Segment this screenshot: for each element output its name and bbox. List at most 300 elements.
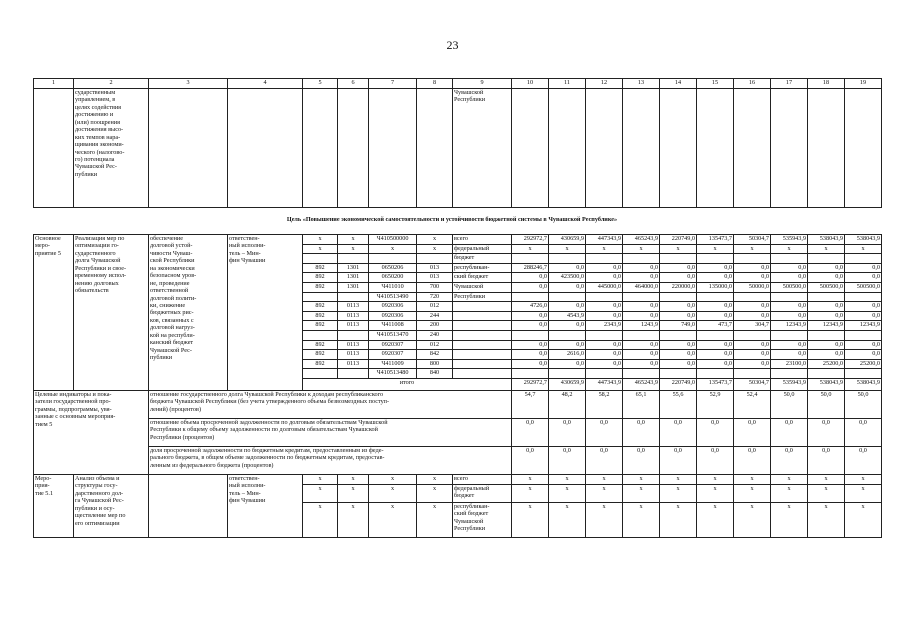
cell-line: го) потенциала bbox=[75, 155, 115, 163]
amount-cell: 4726,0 bbox=[512, 302, 549, 312]
section-code bbox=[338, 254, 369, 264]
total-amount: 538043,9 bbox=[845, 378, 882, 390]
column-number-18: 18 bbox=[808, 79, 845, 89]
grbs-code bbox=[303, 292, 338, 302]
grbs-code: 892 bbox=[303, 340, 338, 350]
amount-cell bbox=[512, 369, 549, 379]
indicator-value: 0,0 bbox=[771, 446, 808, 474]
amount-cell: 500500,0 bbox=[771, 282, 808, 292]
empty-cell bbox=[338, 89, 369, 208]
grbs-code: 892 bbox=[303, 273, 338, 283]
amount-cell: x bbox=[512, 502, 549, 537]
cell-line: целях содействия bbox=[75, 103, 122, 111]
expense-type-code: 012 bbox=[417, 340, 453, 350]
funding-source bbox=[453, 340, 512, 350]
expense-type-code: 720 bbox=[417, 292, 453, 302]
amount-cell: x bbox=[697, 484, 734, 502]
cell-line: занные с основным мероприя- bbox=[35, 413, 116, 421]
cell-line: Республики (процентов) bbox=[150, 433, 215, 441]
empty-cell bbox=[228, 89, 303, 208]
funding-source: Республики bbox=[453, 292, 512, 302]
amount-cell: 0,0 bbox=[771, 263, 808, 273]
amount-cell: 749,0 bbox=[660, 321, 697, 331]
total-amount: 430659,9 bbox=[549, 378, 586, 390]
grbs-code: 892 bbox=[303, 321, 338, 331]
funding-source bbox=[453, 484, 512, 502]
amount-cell: 0,0 bbox=[808, 263, 845, 273]
expense-type-code: x bbox=[417, 235, 453, 245]
amount-cell bbox=[660, 330, 697, 340]
amount-cell: 0,0 bbox=[845, 263, 882, 273]
indicator-value: 0,0 bbox=[845, 418, 882, 446]
amount-cell: x bbox=[549, 244, 586, 254]
cell-line: рального бюджета, в общем объеме задолженности по бюджетным кредитам, предостав- bbox=[150, 454, 385, 462]
funding-source: Чувашской bbox=[453, 282, 512, 292]
amount-cell: 25200,0 bbox=[845, 359, 882, 369]
section-code bbox=[338, 369, 369, 379]
cell-line: публики bbox=[75, 170, 98, 178]
section-code bbox=[338, 330, 369, 340]
funding-source bbox=[453, 321, 512, 331]
cell-line: тием 5 bbox=[35, 420, 53, 428]
indicator-row bbox=[34, 418, 882, 446]
amount-cell: x bbox=[660, 484, 697, 502]
amount-cell: 1243,9 bbox=[623, 321, 660, 331]
cell-line: тель – Мин- bbox=[229, 249, 261, 257]
measure-description bbox=[74, 235, 149, 391]
column-number-7: 7 bbox=[369, 79, 417, 89]
expense-type-code: 200 bbox=[417, 321, 453, 331]
amount-cell: x bbox=[512, 474, 549, 484]
amount-cell: x bbox=[734, 244, 771, 254]
amount-cell bbox=[734, 254, 771, 264]
measure-number bbox=[34, 235, 74, 391]
amount-cell: x bbox=[808, 474, 845, 484]
amount-cell bbox=[660, 254, 697, 264]
total-amount: 292972,7 bbox=[512, 378, 549, 390]
cell-line: бюджетных рис- bbox=[150, 309, 194, 317]
cell-line: Целевые индикаторы и пока- bbox=[35, 390, 112, 398]
indicator-text bbox=[149, 418, 512, 446]
amount-cell bbox=[512, 330, 549, 340]
amount-cell: 0,0 bbox=[623, 359, 660, 369]
grbs-code: x bbox=[303, 502, 338, 537]
target-article-code: Ч411009 bbox=[369, 359, 417, 369]
amount-cell: 0,0 bbox=[623, 302, 660, 312]
amount-cell bbox=[808, 369, 845, 379]
indicator-value: 0,0 bbox=[697, 418, 734, 446]
column-number-13: 13 bbox=[623, 79, 660, 89]
amount-cell: x bbox=[845, 484, 882, 502]
amount-cell: 0,0 bbox=[734, 359, 771, 369]
amount-cell: 0,0 bbox=[586, 359, 623, 369]
indicator-value: 54,7 bbox=[512, 390, 549, 418]
responsible-executor bbox=[228, 235, 303, 391]
amount-cell: 0,0 bbox=[549, 359, 586, 369]
empty-cell bbox=[734, 89, 771, 208]
amount-cell: 0,0 bbox=[734, 273, 771, 283]
amount-cell: 0,0 bbox=[586, 350, 623, 360]
continuation-source bbox=[453, 89, 512, 208]
total-amount: 135473,7 bbox=[697, 378, 734, 390]
amount-cell: 0,0 bbox=[660, 340, 697, 350]
amount-cell: x bbox=[586, 502, 623, 537]
amount-cell: 0,0 bbox=[808, 311, 845, 321]
funding-source: республикан- bbox=[453, 263, 512, 273]
cell-line: безопасном уров- bbox=[150, 272, 197, 280]
cell-line: канский бюджет bbox=[150, 339, 194, 347]
measure-goal bbox=[149, 474, 228, 537]
target-article-code: 0920307 bbox=[369, 350, 417, 360]
amount-cell bbox=[771, 369, 808, 379]
indicator-value: 50,0 bbox=[771, 390, 808, 418]
funding-source bbox=[453, 359, 512, 369]
indicator-value: 0,0 bbox=[586, 446, 623, 474]
column-number-row bbox=[34, 79, 882, 89]
amount-cell: 0,0 bbox=[771, 311, 808, 321]
amount-cell bbox=[586, 330, 623, 340]
cell-line: Анализ объема и bbox=[75, 474, 120, 482]
amount-cell: x bbox=[512, 484, 549, 502]
amount-cell: x bbox=[549, 484, 586, 502]
amount-cell: 292972,7 bbox=[512, 235, 549, 245]
amount-cell: x bbox=[512, 244, 549, 254]
cell-line: долговой нагруз- bbox=[150, 324, 195, 332]
amount-cell bbox=[660, 369, 697, 379]
cell-line: ской Республики bbox=[150, 257, 195, 265]
cell-line: отношение объема просроченной задолженности по долговым обязательствам Чувашской bbox=[150, 418, 388, 426]
indicator-value: 50,0 bbox=[808, 390, 845, 418]
amount-cell: 0,0 bbox=[623, 263, 660, 273]
amount-cell bbox=[697, 330, 734, 340]
empty-cell bbox=[845, 89, 882, 208]
column-number-14: 14 bbox=[660, 79, 697, 89]
expense-type-code: x bbox=[417, 474, 453, 484]
cell-line: структуры госу- bbox=[75, 482, 118, 490]
section-code: x bbox=[338, 484, 369, 502]
target-article-code: 0920307 bbox=[369, 340, 417, 350]
cell-line: Республики bbox=[454, 96, 486, 104]
cell-line: Меро- bbox=[35, 474, 52, 482]
amount-cell: 0,0 bbox=[734, 263, 771, 273]
total-amount: 535943,9 bbox=[771, 378, 808, 390]
column-number-9: 9 bbox=[453, 79, 512, 89]
amount-cell bbox=[734, 369, 771, 379]
amount-cell: 0,0 bbox=[623, 273, 660, 283]
cell-line: его оптимизации bbox=[75, 519, 120, 527]
amount-cell: x bbox=[623, 502, 660, 537]
measure-description bbox=[74, 474, 149, 537]
expense-type-code: 240 bbox=[417, 330, 453, 340]
indicator-value: 0,0 bbox=[549, 418, 586, 446]
amount-cell bbox=[771, 254, 808, 264]
cell-line: бюджет bbox=[454, 492, 475, 500]
amount-cell: 2343,9 bbox=[586, 321, 623, 331]
amount-cell: 473,7 bbox=[697, 321, 734, 331]
cell-line: обязательств bbox=[75, 287, 109, 295]
amount-cell: x bbox=[697, 502, 734, 537]
column-number-2: 2 bbox=[74, 79, 149, 89]
amount-cell: 0,0 bbox=[697, 302, 734, 312]
continuation-row bbox=[34, 89, 882, 208]
amount-cell: x bbox=[623, 474, 660, 484]
amount-cell: 0,0 bbox=[734, 340, 771, 350]
indicator-text bbox=[149, 446, 512, 474]
target-article-code: x bbox=[369, 502, 417, 537]
amount-cell bbox=[549, 369, 586, 379]
amount-cell: x bbox=[734, 484, 771, 502]
cell-line: отношение государственного долга Чувашской Республики к доходам республиканского bbox=[150, 390, 384, 398]
target-article-code: x bbox=[369, 474, 417, 484]
cell-line: га Чувашской Рес- bbox=[75, 497, 124, 505]
amount-cell: 304,7 bbox=[734, 321, 771, 331]
cell-line: долговой полити- bbox=[150, 294, 197, 302]
target-article-code: 0920306 bbox=[369, 311, 417, 321]
funding-source bbox=[453, 350, 512, 360]
cell-line: Чувашской Рес- bbox=[75, 163, 117, 171]
grbs-code: x bbox=[303, 244, 338, 254]
cell-line: достижения высо- bbox=[75, 126, 124, 134]
expense-type-code: 840 bbox=[417, 369, 453, 379]
expense-type-code: 700 bbox=[417, 282, 453, 292]
amount-cell: x bbox=[808, 502, 845, 537]
cell-line: Республики к общему объему задолженности по долговым обязательствам Чувашской bbox=[150, 426, 378, 434]
cell-line: сударственным bbox=[75, 89, 116, 96]
amount-cell: 25200,0 bbox=[808, 359, 845, 369]
cell-line: ный исполни- bbox=[229, 482, 266, 490]
cell-line: временному испол- bbox=[75, 272, 127, 280]
cell-line: меро- bbox=[35, 242, 50, 250]
empty-cell bbox=[149, 89, 228, 208]
amount-cell bbox=[808, 254, 845, 264]
total-amount: 447343,9 bbox=[586, 378, 623, 390]
indicator-value: 55,6 bbox=[660, 390, 697, 418]
amount-cell: 0,0 bbox=[623, 311, 660, 321]
funding-source: федеральный bbox=[453, 244, 512, 254]
amount-cell bbox=[512, 292, 549, 302]
amount-cell: x bbox=[660, 474, 697, 484]
total-amount: 220749,0 bbox=[660, 378, 697, 390]
section-code: 0113 bbox=[338, 302, 369, 312]
continuation-table bbox=[33, 78, 882, 208]
amount-cell: 0,0 bbox=[697, 311, 734, 321]
amount-cell: x bbox=[549, 502, 586, 537]
section-code: 0113 bbox=[338, 340, 369, 350]
section-code: 0113 bbox=[338, 321, 369, 331]
indicator-value: 0,0 bbox=[734, 418, 771, 446]
table-row bbox=[34, 474, 882, 484]
column-number-3: 3 bbox=[149, 79, 228, 89]
section-code: 0113 bbox=[338, 359, 369, 369]
cell-line: Чувашской bbox=[454, 517, 484, 525]
amount-cell: 12343,9 bbox=[845, 321, 882, 331]
indicator-value: 0,0 bbox=[845, 446, 882, 474]
amount-cell bbox=[697, 369, 734, 379]
amount-cell: 0,0 bbox=[697, 340, 734, 350]
cell-line: на экономически bbox=[150, 264, 195, 272]
amount-cell: 0,0 bbox=[549, 340, 586, 350]
cell-line: оптимизации го- bbox=[75, 242, 119, 250]
cell-line: ный исполни- bbox=[229, 242, 266, 250]
grbs-code bbox=[303, 254, 338, 264]
cell-line: всего bbox=[454, 474, 468, 482]
amount-cell: 0,0 bbox=[586, 302, 623, 312]
column-number-6: 6 bbox=[338, 79, 369, 89]
amount-cell: 0,0 bbox=[549, 282, 586, 292]
indicators-label bbox=[34, 390, 149, 474]
amount-cell: x bbox=[549, 474, 586, 484]
cell-line: ки, снижение bbox=[150, 301, 186, 309]
target-article-code: Ч411010 bbox=[369, 282, 417, 292]
funding-source bbox=[453, 474, 512, 484]
cell-line: республикан- bbox=[454, 502, 490, 510]
amount-cell bbox=[771, 330, 808, 340]
amount-cell bbox=[549, 292, 586, 302]
cell-line: ких темпов нара- bbox=[75, 133, 121, 141]
indicator-value: 50,0 bbox=[845, 390, 882, 418]
target-article-code: Ч410513470 bbox=[369, 330, 417, 340]
cell-line: публики bbox=[150, 354, 173, 361]
amount-cell bbox=[549, 254, 586, 264]
amount-cell: x bbox=[771, 484, 808, 502]
funding-source bbox=[453, 302, 512, 312]
responsible-executor bbox=[228, 474, 303, 537]
cell-line: ков, связанных с bbox=[150, 316, 194, 324]
cell-line: ческого (налогово- bbox=[75, 148, 125, 156]
amount-cell: x bbox=[623, 484, 660, 502]
section-code: 1301 bbox=[338, 282, 369, 292]
empty-cell bbox=[303, 89, 338, 208]
amount-cell: x bbox=[845, 244, 882, 254]
cell-line: достижению и bbox=[75, 111, 114, 119]
empty-cell bbox=[512, 89, 549, 208]
empty-cell bbox=[623, 89, 660, 208]
amount-cell: 0,0 bbox=[586, 273, 623, 283]
amount-cell: 0,0 bbox=[512, 311, 549, 321]
grbs-code: 892 bbox=[303, 302, 338, 312]
amount-cell: 445000,0 bbox=[586, 282, 623, 292]
column-number-17: 17 bbox=[771, 79, 808, 89]
grbs-code bbox=[303, 330, 338, 340]
amount-cell: x bbox=[623, 244, 660, 254]
amount-cell: 0,0 bbox=[845, 340, 882, 350]
indicator-value: 0,0 bbox=[660, 418, 697, 446]
amount-cell: 535943,9 bbox=[771, 235, 808, 245]
expense-type-code: x bbox=[417, 484, 453, 502]
indicator-value: 0,0 bbox=[586, 418, 623, 446]
grbs-code bbox=[303, 369, 338, 379]
cell-line: обеспечение bbox=[150, 235, 183, 242]
grbs-code: 892 bbox=[303, 311, 338, 321]
amount-cell: x bbox=[771, 502, 808, 537]
amount-cell: x bbox=[734, 502, 771, 537]
target-article-code: 0920306 bbox=[369, 302, 417, 312]
amount-cell: 0,0 bbox=[771, 302, 808, 312]
amount-cell: x bbox=[771, 474, 808, 484]
amount-cell: x bbox=[845, 502, 882, 537]
amount-cell: x bbox=[697, 474, 734, 484]
amount-cell bbox=[845, 369, 882, 379]
amount-cell: 0,0 bbox=[586, 263, 623, 273]
grbs-code: 892 bbox=[303, 263, 338, 273]
empty-cell bbox=[697, 89, 734, 208]
amount-cell bbox=[623, 330, 660, 340]
target-article-code: Ч410500000 bbox=[369, 235, 417, 245]
amount-cell: 500500,0 bbox=[808, 282, 845, 292]
amount-cell: 0,0 bbox=[586, 311, 623, 321]
amount-cell: 50304,7 bbox=[734, 235, 771, 245]
cell-line: нению долговых bbox=[75, 279, 119, 287]
funding-source bbox=[453, 369, 512, 379]
section-code bbox=[338, 292, 369, 302]
cell-line: Республики и свое- bbox=[75, 264, 127, 272]
empty-cell bbox=[417, 89, 453, 208]
expense-type-code: 013 bbox=[417, 263, 453, 273]
total-amount: 538043,9 bbox=[808, 378, 845, 390]
cell-line: ществление мер по bbox=[75, 512, 126, 520]
amount-cell: 0,0 bbox=[660, 273, 697, 283]
amount-cell: 0,0 bbox=[808, 340, 845, 350]
amount-cell: 0,0 bbox=[808, 273, 845, 283]
column-number-10: 10 bbox=[512, 79, 549, 89]
measure-number bbox=[34, 474, 74, 537]
target-article-code: 0650200 bbox=[369, 273, 417, 283]
indicator-value: 52,9 bbox=[697, 390, 734, 418]
amount-cell: 0,0 bbox=[512, 282, 549, 292]
amount-cell: 0,0 bbox=[845, 302, 882, 312]
cell-line: дарственного дол- bbox=[75, 489, 124, 497]
amount-cell: 447343,9 bbox=[586, 235, 623, 245]
target-article-code bbox=[369, 254, 417, 264]
amount-cell: 0,0 bbox=[660, 350, 697, 360]
amount-cell: 0,0 bbox=[512, 321, 549, 331]
cell-line: не, проведение bbox=[150, 279, 190, 287]
cell-line: долга Чувашской bbox=[75, 257, 121, 265]
page-number: 23 bbox=[446, 38, 459, 52]
amount-cell: x bbox=[586, 484, 623, 502]
amount-cell bbox=[623, 292, 660, 302]
section-code: x bbox=[338, 502, 369, 537]
expense-type-code: 244 bbox=[417, 311, 453, 321]
cell-line: затели государственной про- bbox=[35, 398, 111, 406]
amount-cell bbox=[845, 292, 882, 302]
amount-cell: 0,0 bbox=[734, 302, 771, 312]
cell-line: кой на республи- bbox=[150, 331, 195, 339]
target-article-code: Ч411008 bbox=[369, 321, 417, 331]
amount-cell: 0,0 bbox=[512, 273, 549, 283]
expense-type-code: 012 bbox=[417, 302, 453, 312]
amount-cell: 0,0 bbox=[771, 273, 808, 283]
amount-cell bbox=[586, 369, 623, 379]
amount-cell bbox=[623, 254, 660, 264]
continuation-description bbox=[74, 89, 149, 208]
indicator-text bbox=[149, 390, 512, 418]
amount-cell: 220749,0 bbox=[660, 235, 697, 245]
grbs-code: x bbox=[303, 474, 338, 484]
indicator-value: 65,1 bbox=[623, 390, 660, 418]
amount-cell: 0,0 bbox=[512, 359, 549, 369]
grbs-code: x bbox=[303, 484, 338, 502]
indicator-value: 0,0 bbox=[660, 446, 697, 474]
target-article-code: Ч410513480 bbox=[369, 369, 417, 379]
indicator-value: 0,0 bbox=[697, 446, 734, 474]
cell-line: Республики bbox=[454, 525, 486, 533]
amount-cell bbox=[734, 330, 771, 340]
section-code: 0113 bbox=[338, 350, 369, 360]
goal-heading: Цель «Повышение экономической самостоятельности и устойчивости бюджетной системы в Чувашской Республике» bbox=[286, 216, 618, 223]
column-number-16: 16 bbox=[734, 79, 771, 89]
amount-cell: 0,0 bbox=[734, 311, 771, 321]
